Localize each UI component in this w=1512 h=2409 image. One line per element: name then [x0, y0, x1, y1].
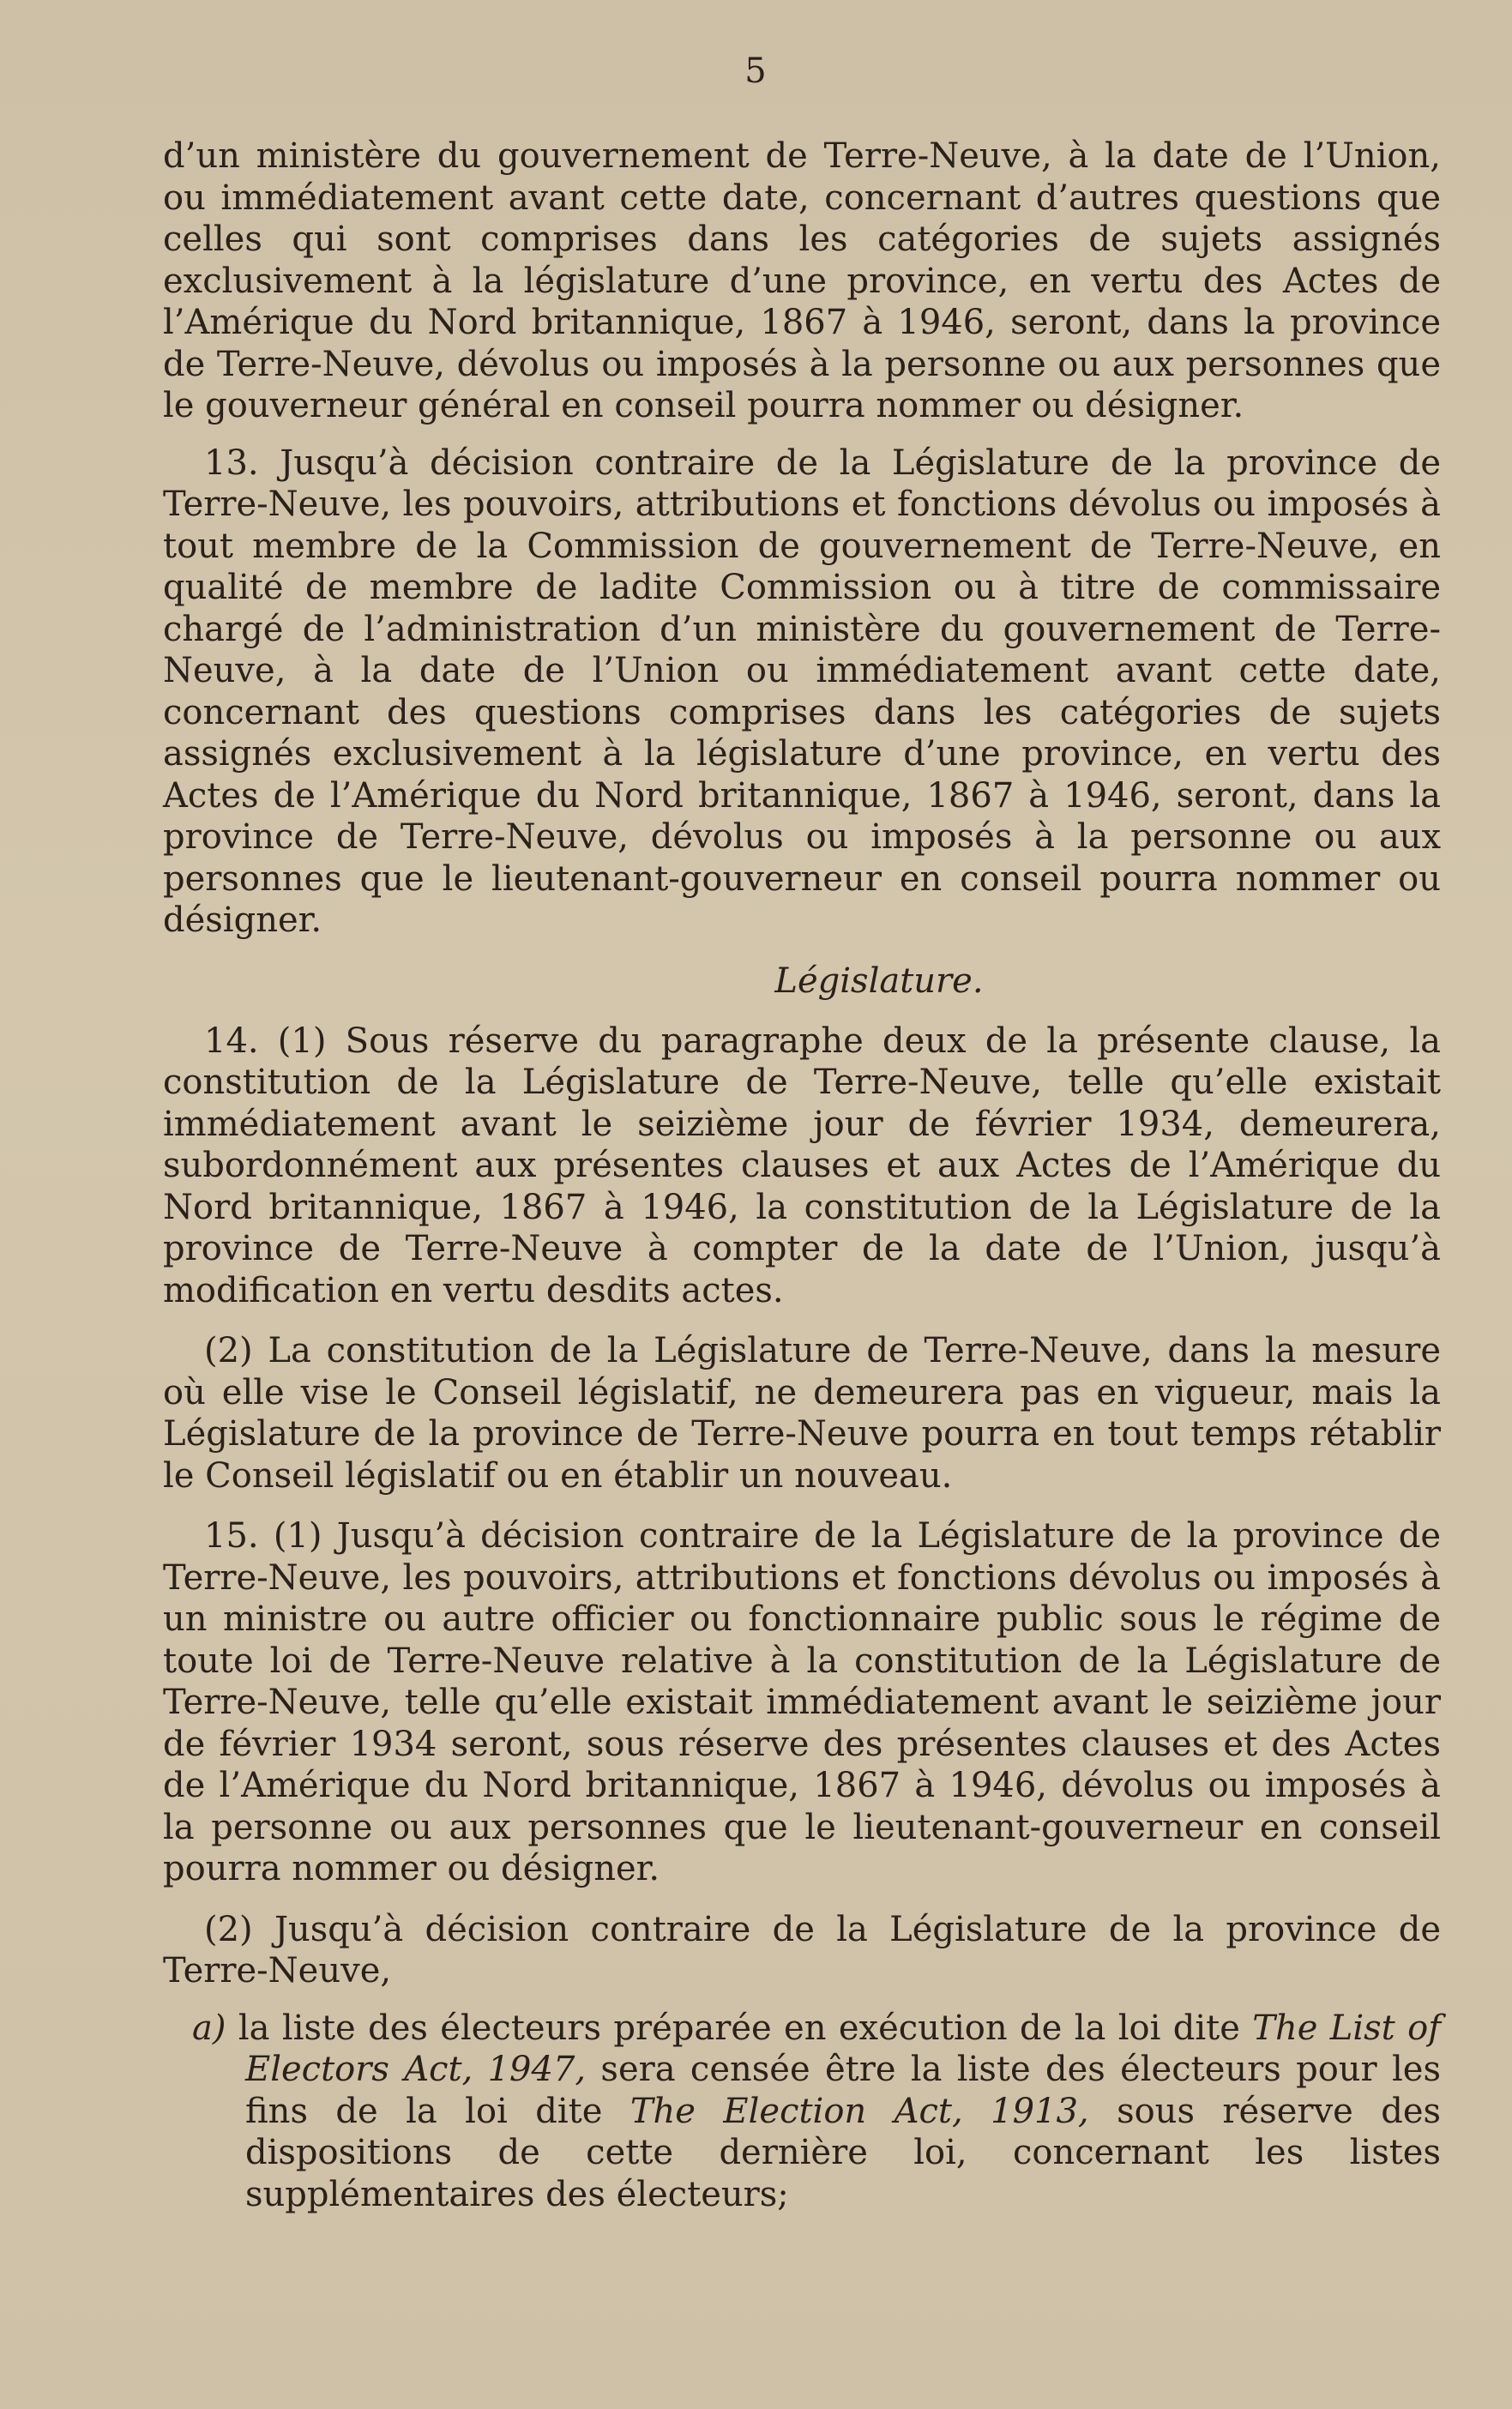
page-content	[163, 136, 1441, 2215]
list-item-a-act-1: The List of Electors Act, 1947,	[245, 2008, 1442, 2089]
paragraph-14-2: (2) La constitution de la Législature de Terre-Neuve, dans la mesure où elle vise le Conseil législatif, ne demeurera pas en vigueur, mais la Législature de la province de Terre-Neuve pourra en tout temps rétablir le Conseil législatif ou en établir un nouveau.	[163, 1331, 1441, 1496]
list-item-a-act-2: The Election Act, 1913,	[629, 2091, 1089, 2131]
list-item-a-text-2: sera censée être la liste des électeurs pour les fins de la loi dite	[245, 2050, 1441, 2131]
paragraph-13: 13. Jusqu’à décision contraire de la Législature de la province de Terre-Neuve, les pouvoirs, attributions et fonctions dévolus ou imposés à tout membre de la Commission de gouvernement de Terre-Neuve, en qualité de membre de ladite Commission ou à titre de commissaire chargé de l’administration d’un ministère du gouvernement de Terre-Neuve, à la date de l’Union ou immédiatement avant cette date, concernant des questions comprises dans les catégories de sujets assignés exclusivement à la législature d’une province, en vertu des Actes de l’Amérique du Nord britannique, 1867 à 1946, seront, dans la province de Terre-Neuve, dévolus ou imposés à la personne ou aux personnes que le lieutenant-gouverneur en conseil pourra nommer ou désigner.	[163, 443, 1441, 940]
section-heading-legislature: Législature.	[774, 961, 984, 1001]
page-number: 5	[744, 51, 768, 91]
paragraph-15-1: 15. (1) Jusqu’à décision contraire de la Législature de la province de Terre-Neuve, les pouvoirs, attributions et fonctions dévolus ou imposés à un ministre ou autre officier ou fonctionnaire public sous le régime de toute loi de Terre-Neuve relative à la constitution de la Législature de Terre-Neuve, telle qu’elle existait immédiatement avant le seizième jour de février 1934 seront, sous réserve des présentes clauses et des Actes de l’Amérique du Nord britannique, 1867 à 1946, dévolus ou imposés à la personne ou aux personnes que le lieutenant-gouverneur en conseil pourra nommer ou désigner.	[163, 1516, 1441, 1888]
list-item-a-text-3: sous réserve des dispositions de cette dernière loi, concernant les listes supplémentaires des électeurs;	[245, 2091, 1442, 2214]
list-item-a-text-1: la liste des électeurs préparée en exécution de la loi dite	[238, 2008, 1253, 2048]
list-item-a-label: a)	[192, 2008, 226, 2048]
paragraph-12-continuation: d’un ministère du gouvernement de Terre-Neuve, à la date de l’Union, ou immédiatement avant cette date, concernant d’autres questions que celles qui sont comprises dans les catégories de sujets assignés exclusivement à la législature d’une province, en vertu des Actes de l’Amérique du Nord britannique, 1867 à 1946, seront, dans la province de Terre-Neuve, dévolus ou imposés à la personne ou aux personnes que le gouverneur général en conseil pourra nommer ou désigner.	[163, 136, 1441, 425]
paragraph-15-2: (2) Jusqu’à décision contraire de la Législature de la province de Terre-Neuve,	[163, 1909, 1441, 1990]
list-item-a	[163, 2008, 1441, 2216]
paragraph-14-1: 14. (1) Sous réserve du paragraphe deux de la présente clause, la constitution de la Législature de Terre-Neuve, telle qu’elle existait immédiatement avant le seizième jour de février 1934, demeurera, subordonnément aux présentes clauses et aux Actes de l’Amérique du Nord britannique, 1867 à 1946, la constitution de la Législature de la province de Terre-Neuve à compter de la date de l’Union, jusqu’à modification en vertu desdits actes.	[163, 1021, 1441, 1310]
